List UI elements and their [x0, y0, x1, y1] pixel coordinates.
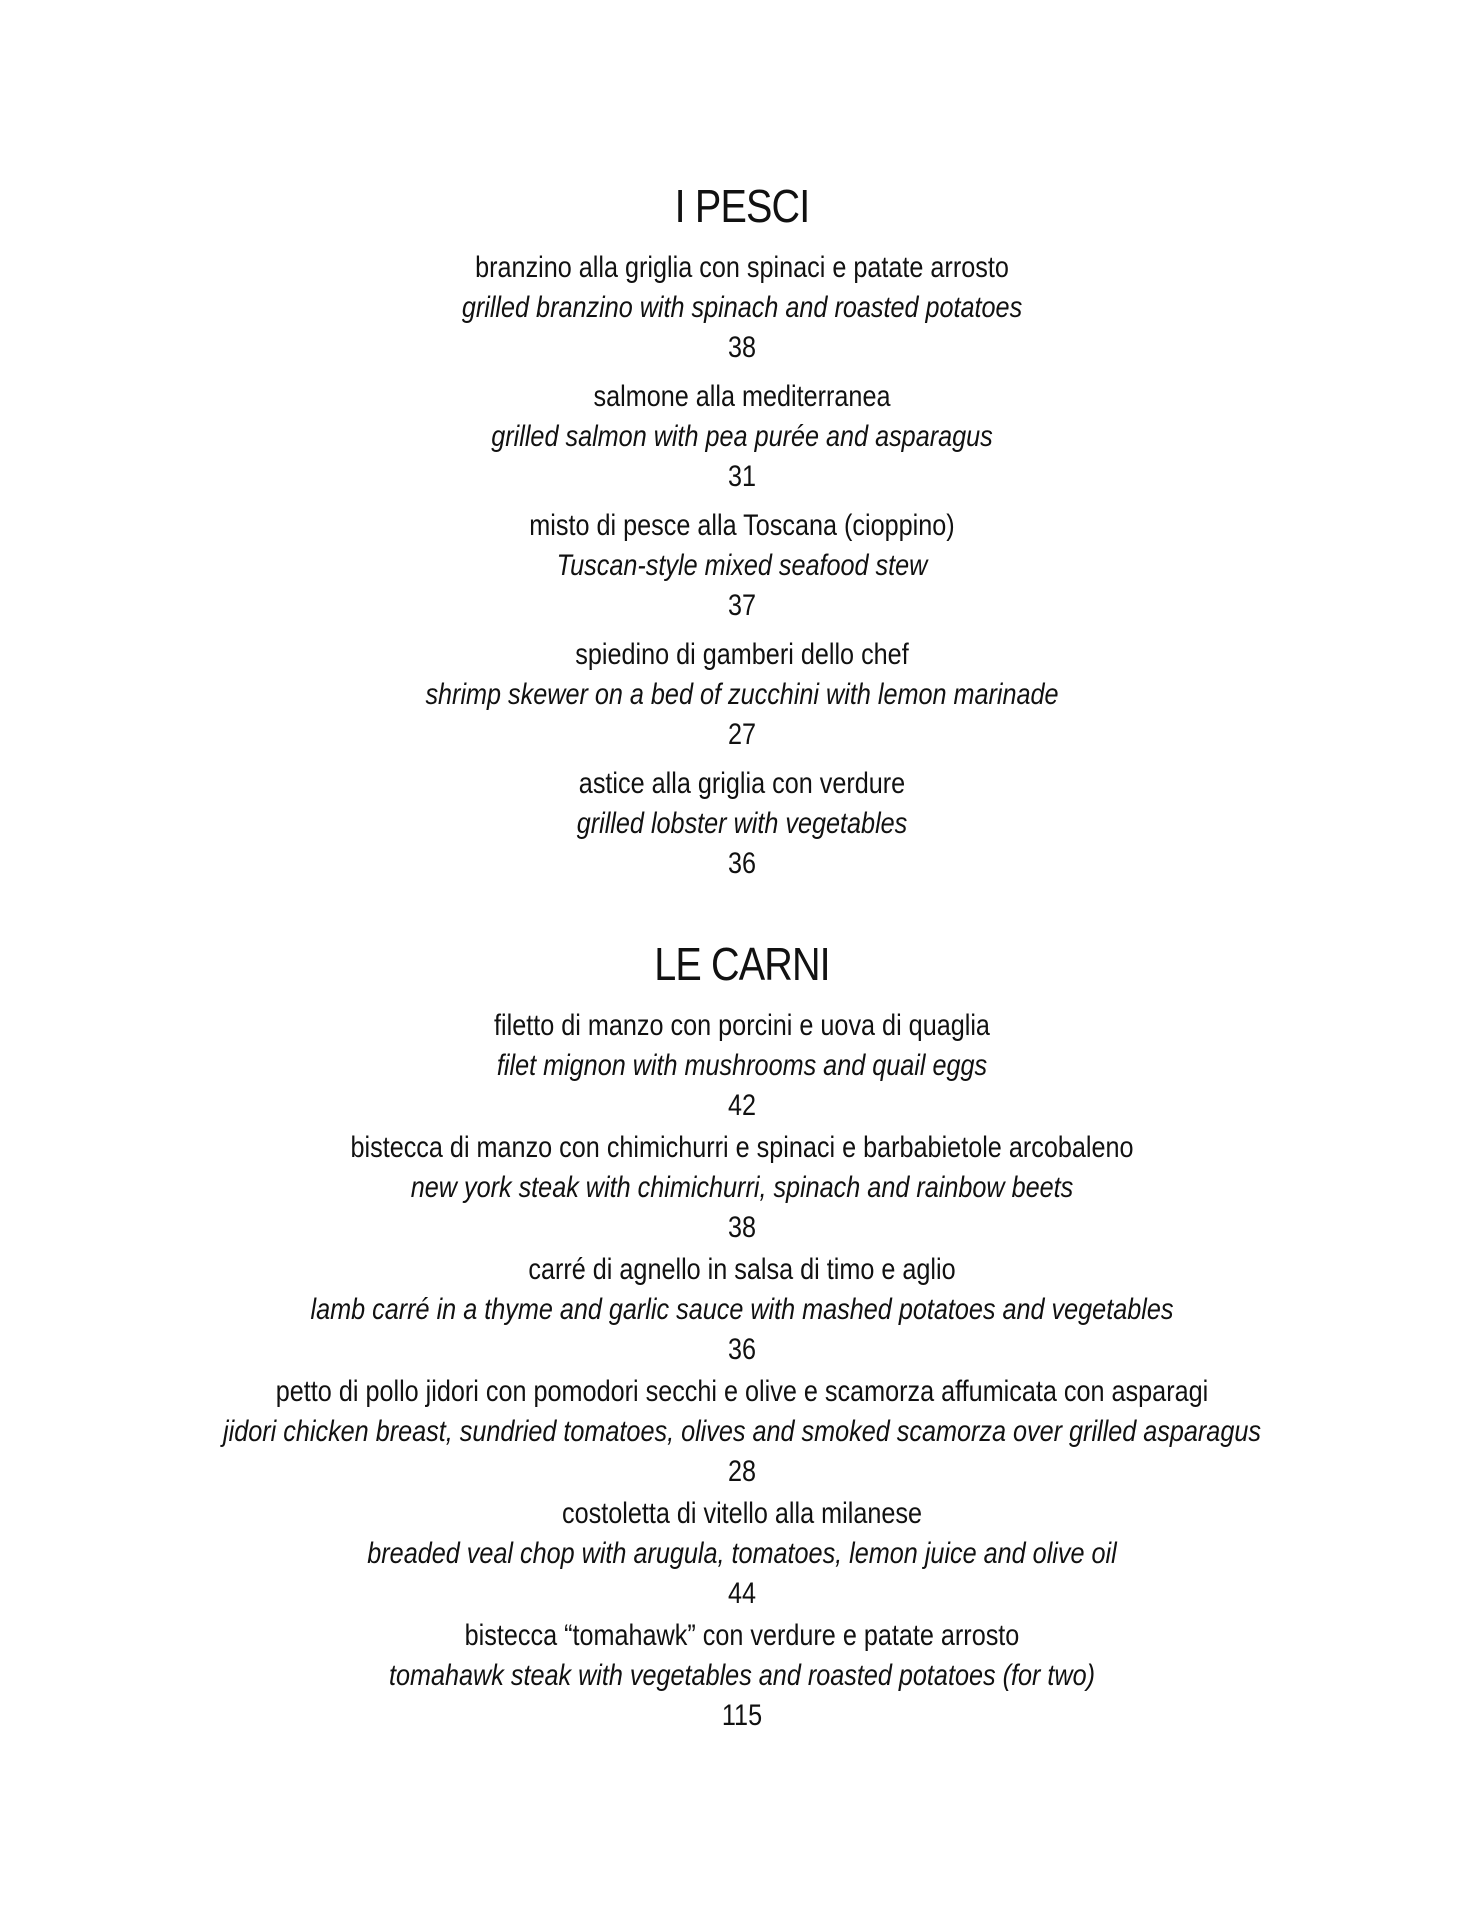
- section-title: I PESCI: [674, 180, 810, 232]
- menu-item: [0, 248, 1484, 368]
- item-description: lamb carré in a thyme and garlic sauce with mashed potatoes and vegetables: [310, 1293, 1174, 1326]
- item-name: salmone alla mediterranea: [593, 380, 891, 413]
- item-price: 44: [727, 1577, 757, 1610]
- menu-item: [0, 1006, 1484, 1126]
- item-description: grilled branzino with spinach and roasted potatoes: [461, 291, 1023, 324]
- item-price: 36: [727, 1333, 757, 1366]
- item-price: 42: [727, 1089, 757, 1122]
- item-name: bistecca “tomahawk” con verdure e patate arrosto: [464, 1619, 1020, 1652]
- section-carni: [0, 936, 1484, 1738]
- item-name: filetto di manzo con porcini e uova di quaglia: [494, 1009, 990, 1042]
- item-name: branzino alla griglia con spinaci e patate arrosto: [475, 251, 1009, 284]
- item-price: 31: [727, 460, 757, 493]
- section-title: LE CARNI: [654, 938, 830, 990]
- item-name: spiedino di gamberi dello chef: [575, 638, 909, 671]
- item-description: shrimp skewer on a bed of zucchini with lemon marinade: [425, 678, 1059, 711]
- item-description: breaded veal chop with arugula, tomatoes, lemon juice and olive oil: [367, 1537, 1117, 1570]
- item-description: jidori chicken breast, sundried tomatoes, olives and smoked scamorza over grilled asparagus: [223, 1415, 1261, 1448]
- menu-item: [0, 764, 1484, 884]
- item-price: 27: [727, 718, 757, 751]
- menu-item: [0, 1250, 1484, 1370]
- item-name: misto di pesce alla Toscana (cioppino): [529, 509, 955, 542]
- menu-item: [0, 1494, 1484, 1614]
- menu-item-list: [0, 1006, 1484, 1736]
- menu-item: [0, 506, 1484, 626]
- menu-item: [0, 377, 1484, 497]
- menu-item-list: [0, 248, 1484, 884]
- item-price: 37: [727, 589, 757, 622]
- item-name: carré di agnello in salsa di timo e aglio: [528, 1253, 956, 1286]
- item-price: 38: [727, 331, 757, 364]
- item-name: petto di pollo jidori con pomodori secchi e olive e scamorza affumicata con asparagi: [275, 1375, 1209, 1408]
- menu-item: [0, 1128, 1484, 1248]
- item-price: 36: [727, 847, 757, 880]
- item-price: 38: [727, 1211, 757, 1244]
- menu-item: [0, 1616, 1484, 1736]
- item-price: 115: [721, 1699, 763, 1732]
- item-description: new york steak with chimichurri, spinach and rainbow beets: [410, 1171, 1074, 1204]
- item-description: grilled salmon with pea purée and asparagus: [491, 420, 993, 453]
- item-price: 28: [727, 1455, 757, 1488]
- item-description: grilled lobster with vegetables: [576, 807, 908, 840]
- menu-item: [0, 1372, 1484, 1492]
- item-name: astice alla griglia con verdure: [578, 767, 906, 800]
- item-name: bistecca di manzo con chimichurri e spinaci e barbabietole arcobaleno: [350, 1131, 1134, 1164]
- item-name: costoletta di vitello alla milanese: [562, 1497, 922, 1530]
- menu-item: [0, 635, 1484, 755]
- item-description: tomahawk steak with vegetables and roasted potatoes (for two): [389, 1659, 1095, 1692]
- item-description: Tuscan-style mixed seafood stew: [556, 549, 928, 582]
- item-description: filet mignon with mushrooms and quail eggs: [496, 1049, 988, 1082]
- section-pesci: [0, 178, 1484, 893]
